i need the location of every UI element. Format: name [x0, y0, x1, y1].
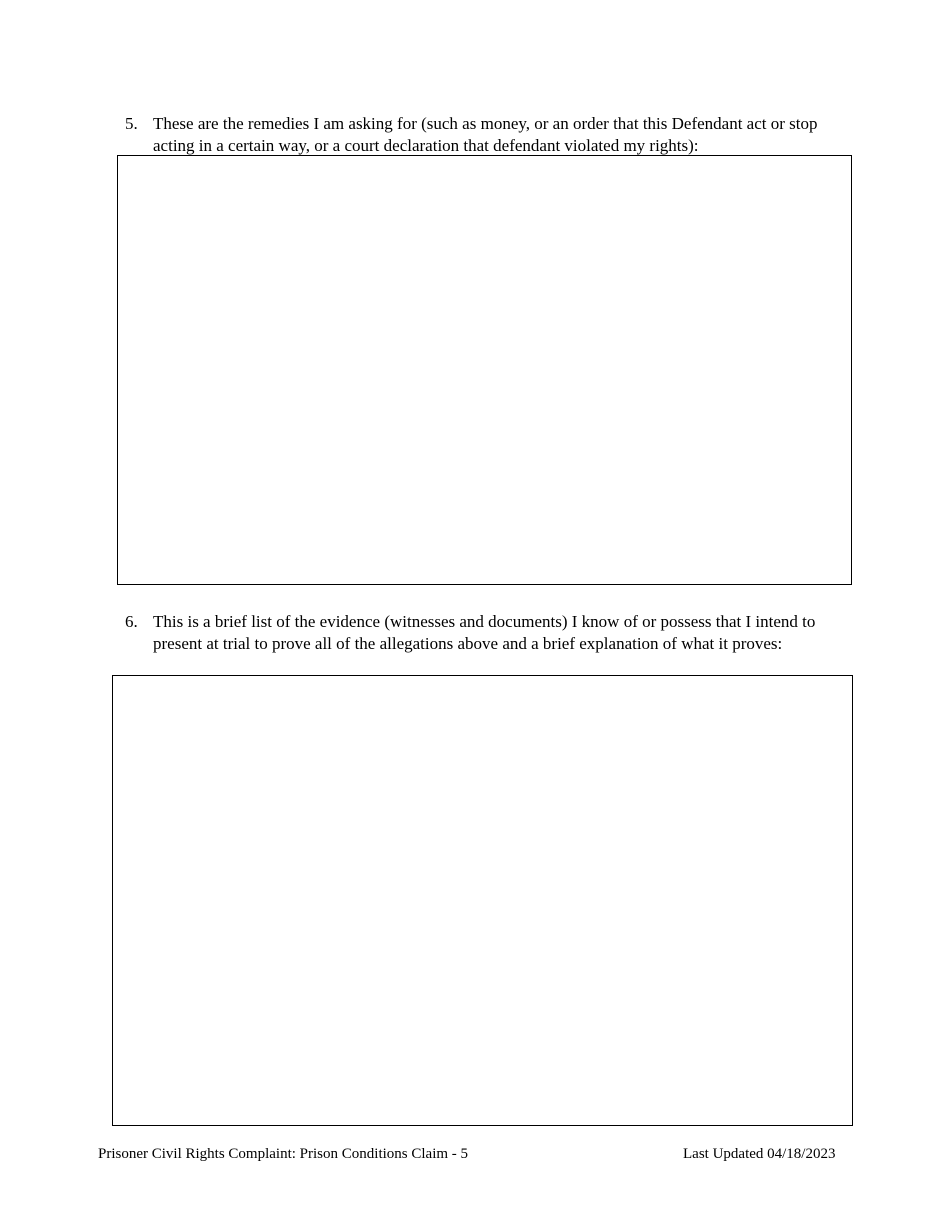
question-5-number: 5.	[125, 114, 138, 133]
question-6	[125, 611, 855, 654]
remedies-answer-box[interactable]	[117, 155, 852, 585]
question-5-text: These are the remedies I am asking for (such as money, or an order that this Defendant act or stop acting in a certain way, or a court declaration that defendant violated my rights):	[153, 114, 818, 155]
question-6-text: This is a brief list of the evidence (witnesses and documents) I know of or possess that I intend to present at trial to prove all of the allegations above and a brief explanation of what it proves:	[153, 612, 816, 653]
footer-last-updated: Last Updated 04/18/2023	[683, 1146, 836, 1162]
footer-title: Prisoner Civil Rights Complaint: Prison Conditions Claim - 5	[98, 1146, 469, 1162]
question-6-number: 6.	[125, 612, 138, 631]
question-5	[125, 113, 855, 156]
evidence-answer-box[interactable]	[112, 675, 853, 1126]
